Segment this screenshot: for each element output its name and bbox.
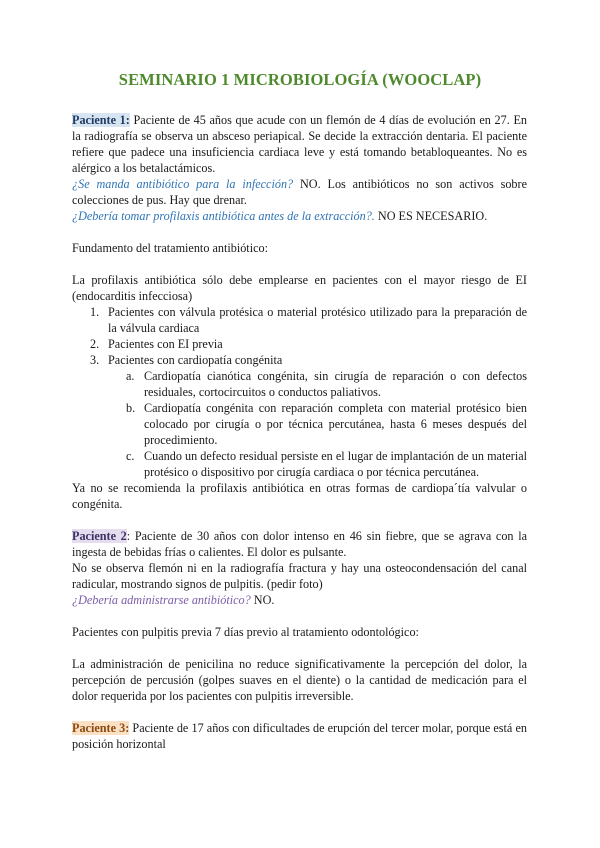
- profilaxis-intro: La profilaxis antibiótica sólo debe emplearse en pacientes con el mayor riesgo de EI (endocarditis infecciosa): [72, 273, 527, 303]
- case-1-question-1: [72, 176, 527, 208]
- list-item: 3. Pacientes con cardiopatía congénita: [90, 353, 283, 367]
- list-item: b. Cardiopatía congénita con reparación completa con material protésico bien colocado por cirugía o por técnica percutánea, hasta 6 meses después del procedimiento.: [126, 401, 527, 447]
- fundamento-heading: Fundamento del tratamiento antibiótico:: [72, 241, 268, 255]
- case-1-question-2: [72, 208, 527, 224]
- case-3-text: Paciente de 17 años con dificultades de erupción del tercer molar, porque está en posición horizontal: [72, 721, 527, 751]
- case-1-answer-1: NO. Los antibióticos no son activos sobre colecciones de pus. Hay que drenar.: [72, 177, 527, 207]
- case-1-question-2-text: ¿Debería tomar profilaxis antibiótica antes de la extracción?.: [72, 209, 375, 223]
- case-2-line-2: No se observa flemón ni en la radiografía fractura y hay una osteocondensación del canal radicular, mostrando signos de pulpitis. (pedir foto): [72, 561, 527, 591]
- case-1-text: Paciente de 45 años que acude con un flemón de 4 días de evolución en 27. En la radiografía se observa un absceso periapical. Se decide la extracción dentaria. El paciente refiere que padece una insuficiencia cardiaca leve y está tomando betabloqueantes. No es alérgico a los betalactámicos.: [72, 113, 528, 175]
- list-item: c. Cuando un defecto residual persiste en el lugar de implantación de un material protésico o dispositivo por cirugía cardiaca o por técnica percutánea.: [126, 449, 527, 479]
- case-2-paragraph: [72, 528, 527, 560]
- case-2-label: Paciente 2: [72, 529, 127, 543]
- case-2-question-text: ¿Debería administrarse antibiótico?: [72, 593, 251, 607]
- pulpitis-heading: Pacientes con pulpitis previa 7 días previo al tratamiento odontológico:: [72, 625, 419, 639]
- case-1-answer-2: NO ES NECESARIO.: [374, 209, 488, 223]
- page-title: SEMINARIO 1 MICROBIOLOGÍA (WOOCLAP): [118, 70, 482, 89]
- case-1-question-1-text: ¿Se manda antibiótico para la infección?: [72, 177, 294, 191]
- case-2-answer: NO.: [250, 593, 275, 607]
- case-2-line-1: : Paciente de 30 años con dolor intenso en 46 sin fiebre, que se agrava con la ingesta de bebidas frías o calientes. El dolor es pulsante.: [72, 529, 527, 559]
- pulpitis-paragraph: La administración de penicilina no reduce significativamente la percepción del dolor, la percepción de percusión (golpes suaves en el diente) o la cantidad de medicación para el dolor requerida por los pacientes con pulpitis irreversible.: [72, 657, 527, 703]
- case-1-label: Paciente 1:: [72, 113, 130, 127]
- case-3-label: Paciente 3:: [72, 721, 130, 735]
- no-recomienda-paragraph: Ya no se recomienda la profilaxis antibiótica en otras formas de cardiopa´tía valvular o congénita.: [72, 481, 527, 511]
- list-item: a. Cardiopatía cianótica congénita, sin cirugía de reparación o con defectos residuales, cortocircuitos o conductos paliativos.: [126, 369, 527, 399]
- case-3-paragraph: [72, 720, 527, 752]
- list-item: 2. Pacientes con EI previa: [90, 337, 223, 351]
- case-2-question: [72, 592, 527, 608]
- case-1-paragraph: [72, 112, 527, 176]
- list-item: 1. Pacientes con válvula protésica o material protésico utilizado para la preparación de la válvula cardiaca: [90, 305, 527, 335]
- risk-list: [72, 304, 527, 480]
